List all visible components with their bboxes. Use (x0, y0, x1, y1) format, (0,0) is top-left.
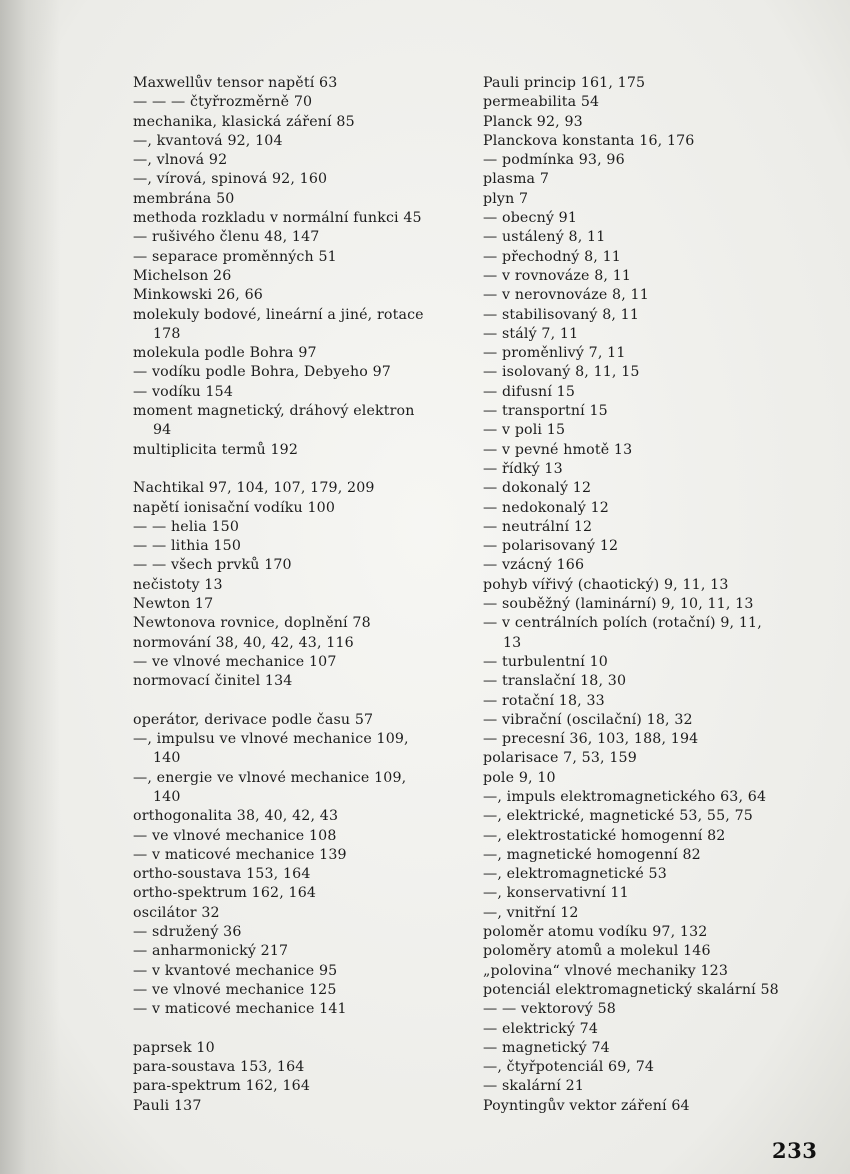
index-entry: Newton 17 (133, 596, 214, 613)
index-entry: Planckova konstanta 16, 176 (483, 132, 695, 149)
index-entry: — — helia 150 (133, 518, 240, 535)
index-entry: — dokonalý 12 (483, 480, 592, 497)
index-entry: — separace proměnných 51 (133, 248, 337, 265)
index-entry: oscilátor 32 (133, 904, 220, 921)
index-entry: — v maticové mechanice 139 (133, 846, 347, 863)
index-entry: — anharmonický 217 (133, 943, 289, 960)
index-entry: Newtonova rovnice, doplnění 78 (133, 615, 371, 632)
index-entry: — isolovaný 8, 11, 15 (483, 364, 640, 381)
index-entry: — v rovnováze 8, 11 (483, 267, 632, 284)
index-entry: —, impulsu ve vlnové mechanice 109, (133, 731, 409, 748)
index-entry: poloměr atomu vodíku 97, 132 (483, 924, 708, 941)
index-entry: normování 38, 40, 42, 43, 116 (133, 634, 354, 651)
index-entry: — — — čtyřrozměrně 70 (133, 94, 313, 111)
index-entry: potenciál elektromagnetický skalární 58 (483, 981, 779, 998)
index-entry: —, kvantová 92, 104 (133, 132, 283, 149)
index-entry: — stabilisovaný 8, 11 (483, 306, 640, 323)
index-entry: multiplicita termů 192 (133, 441, 299, 458)
index-entry: — — vektorový 58 (483, 1001, 616, 1018)
index-entry: poloměry atomů a molekul 146 (483, 943, 711, 960)
index-entry: 140 (153, 750, 181, 767)
index-entry: — polarisovaný 12 (483, 538, 619, 555)
index-spacer (133, 460, 473, 479)
index-entry: 13 (503, 634, 522, 651)
index-entry: — v kvantové mechanice 95 (133, 962, 338, 979)
index-entry: nečistoty 13 (133, 576, 223, 593)
index-entry: — ve vlnové mechanice 125 (133, 981, 337, 998)
index-entry: — transportní 15 (483, 403, 608, 420)
index-entry: plyn 7 (483, 190, 529, 207)
index-entry: — difusní 15 (483, 383, 576, 400)
index-entry: — magnetický 74 (483, 1039, 610, 1056)
index-entry: — ve vlnové mechanice 107 (133, 653, 337, 670)
index-entry: 178 (153, 325, 181, 342)
index-entry: — vodíku 154 (133, 383, 233, 400)
index-entry: — rotační 18, 33 (483, 692, 605, 709)
index-entry: —, elektromagnetické 53 (483, 866, 667, 883)
index-entry: membrána 50 (133, 190, 235, 207)
index-entry: — elektrický 74 (483, 1020, 599, 1037)
index-entry: —, vírová, spinová 92, 160 (133, 171, 328, 188)
index-entry: — souběžný (laminární) 9, 10, 11, 13 (483, 596, 754, 613)
index-entry: — neutrální 12 (483, 518, 593, 535)
index-entry: para-spektrum 162, 164 (133, 1078, 310, 1095)
index-entry: moment magnetický, dráhový elektron (133, 403, 415, 420)
index-entry: napětí ionisační vodíku 100 (133, 499, 335, 516)
index-spacer (133, 1020, 473, 1039)
index-entry: — vzácný 166 (483, 557, 585, 574)
index-entry: permeabilita 54 (483, 94, 600, 111)
index-entry: — v centrálních polích (rotační) 9, 11, (483, 615, 762, 632)
index-entry: —, energie ve vlnové mechanice 109, (133, 769, 407, 786)
index-entry: pohyb vířivý (chaotický) 9, 11, 13 (483, 576, 729, 593)
index-entry: Maxwellův tensor napětí 63 (133, 75, 338, 91)
index-entry: — v pevné hmotě 13 (483, 441, 633, 458)
index-entry: molekuly bodové, lineární a jiné, rotace (133, 306, 424, 323)
index-entry: — — lithia 150 (133, 538, 241, 555)
index-entry: — skalární 21 (483, 1078, 584, 1095)
index-entry: 140 (153, 788, 181, 805)
index-entry: — v nerovnováze 8, 11 (483, 287, 649, 304)
index-entry: Pauli princip 161, 175 (483, 75, 646, 91)
index-entry: Pauli 137 (133, 1097, 202, 1114)
index-entry: — v maticové mechanice 141 (133, 1001, 347, 1018)
index-entry: — podmínka 93, 96 (483, 152, 625, 169)
index-entry: — přechodný 8, 11 (483, 248, 621, 265)
index-entry: — proměnlivý 7, 11 (483, 345, 626, 362)
index-entry: —, konservativní 11 (483, 885, 629, 902)
index-entry: molekula podle Bohra 97 (133, 345, 317, 362)
index-entry: plasma 7 (483, 171, 550, 188)
index-entry: — nedokonalý 12 (483, 499, 609, 516)
index-entry: —, elektrické, magnetické 53, 55, 75 (483, 808, 753, 825)
index-entry: — vibrační (oscilační) 18, 32 (483, 711, 693, 728)
index-column-left (133, 74, 473, 1116)
index-entry: — vodíku podle Bohra, Debyeho 97 (133, 364, 391, 381)
index-entry: — ve vlnové mechanice 108 (133, 827, 337, 844)
index-entry: —, magnetické homogenní 82 (483, 846, 701, 863)
index-entry: — translační 18, 30 (483, 673, 627, 690)
index-entry: ortho-soustava 153, 164 (133, 866, 311, 883)
index-entry: — — všech prvků 170 (133, 557, 292, 574)
index-entry: Poyntingův vektor záření 64 (483, 1097, 690, 1114)
index-entry: — v poli 15 (483, 422, 566, 439)
index-entry: — řídký 13 (483, 460, 563, 477)
index-entry: normovací činitel 134 (133, 673, 293, 690)
index-entry: —, impuls elektromagnetického 63, 64 (483, 788, 767, 805)
index-entry: ortho-spektrum 162, 164 (133, 885, 317, 902)
page-gutter-shadow (0, 0, 60, 1174)
index-entry: — stálý 7, 11 (483, 325, 579, 342)
index-entry: — obecný 91 (483, 210, 578, 227)
index-entry: — turbulentní 10 (483, 653, 608, 670)
index-entry: Minkowski 26, 66 (133, 287, 263, 304)
index-entry: „polovina“ vlnové mechaniky 123 (483, 962, 729, 979)
index-entry: orthogonalita 38, 40, 42, 43 (133, 808, 339, 825)
index-entry: — precesní 36, 103, 188, 194 (483, 731, 699, 748)
index-entry: methoda rozkladu v normální funkci 45 (133, 210, 422, 227)
index-entry: — ustálený 8, 11 (483, 229, 606, 246)
index-spacer (133, 692, 473, 711)
index-entry: para-soustava 153, 164 (133, 1059, 305, 1076)
index-entry: —, elektrostatické homogenní 82 (483, 827, 726, 844)
page-number: 233 (772, 1138, 818, 1163)
index-entry: 94 (153, 422, 172, 439)
index-entry: — sdružený 36 (133, 924, 242, 941)
index-entry: —, vnitřní 12 (483, 904, 579, 921)
index-entry: Planck 92, 93 (483, 113, 583, 130)
index-entry: pole 9, 10 (483, 769, 556, 786)
index-entry: Michelson 26 (133, 267, 232, 284)
index-entry: polarisace 7, 53, 159 (483, 750, 637, 767)
index-entry: — rušivého členu 48, 147 (133, 229, 320, 246)
index-entry: mechanika, klasická záření 85 (133, 113, 355, 130)
index-entry: operátor, derivace podle času 57 (133, 711, 374, 728)
index-entry: paprsek 10 (133, 1039, 215, 1056)
index-column-right (483, 74, 828, 1116)
index-entry: —, čtyřpotenciál 69, 74 (483, 1059, 655, 1076)
index-entry: Nachtikal 97, 104, 107, 179, 209 (133, 480, 375, 497)
index-entry: —, vlnová 92 (133, 152, 228, 169)
